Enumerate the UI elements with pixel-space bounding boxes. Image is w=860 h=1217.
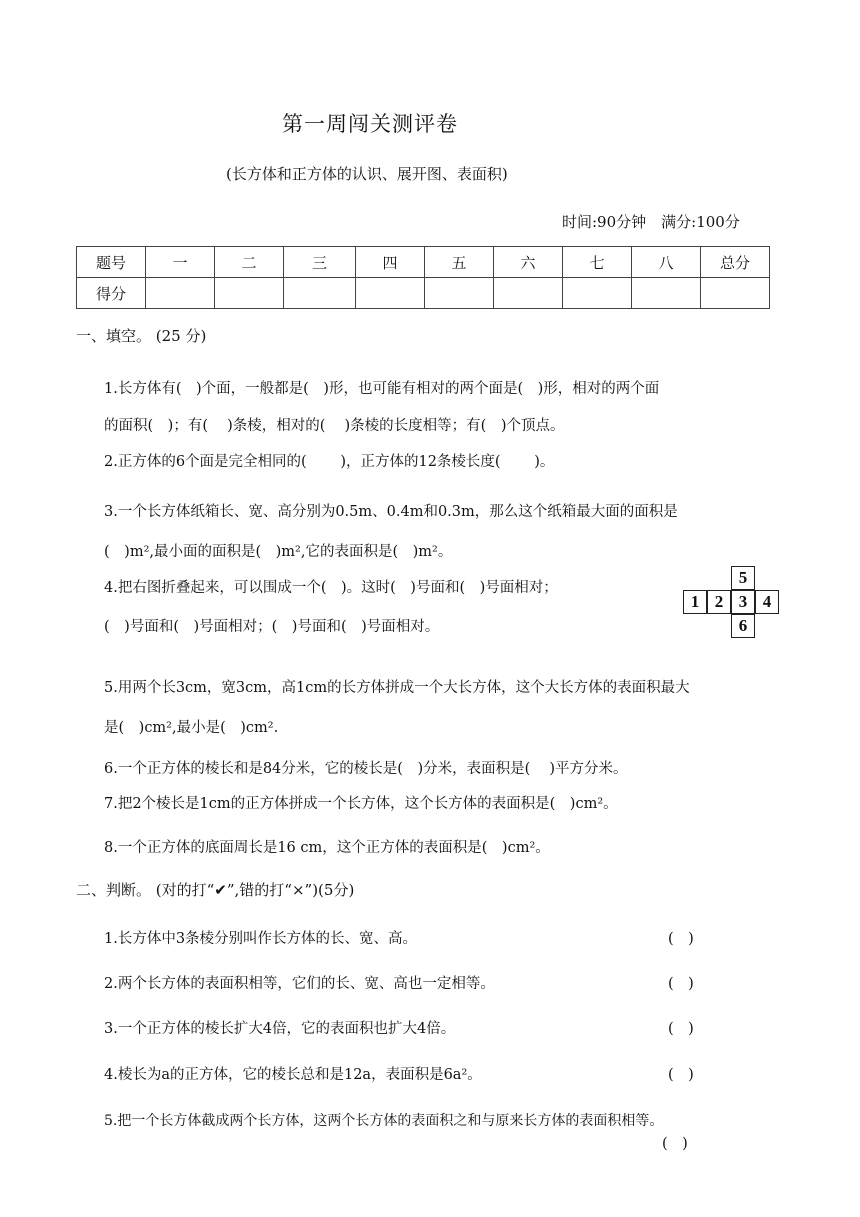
question-line: 1.长方体有( )个面，一般都是( )形，也可能有相对的两个面是( )形，相对的两个面: [104, 381, 660, 397]
question-line: 6.一个正方体的棱长和是84分米，它的棱长是( )分米，表面积是( )平方分米。: [104, 761, 628, 777]
section-heading-true-false: 二、判断。 (对的打“✔”,错的打“×”)(5分): [76, 881, 355, 899]
table-cell: 总分: [701, 247, 770, 278]
answer-blank[interactable]: ( ): [668, 1021, 694, 1037]
score-input-cell[interactable]: [146, 278, 215, 309]
score-input-cell[interactable]: [425, 278, 494, 309]
score-input-cell[interactable]: [701, 278, 770, 309]
judgement-item: 1.长方体中3条棱分别叫作长方体的长、宽、高。: [104, 931, 418, 947]
score-table: [76, 246, 770, 309]
table-cell: 七: [563, 247, 632, 278]
table-cell: 一: [146, 247, 215, 278]
table-cell: 题号: [77, 247, 146, 278]
question-line: 3.一个长方体纸箱长、宽、高分别为0.5m、0.4m和0.3m，那么这个纸箱最大面的面积是: [104, 504, 678, 520]
question-line: ( )m²,最小面的面积是( )m²,它的表面积是( )m²。: [104, 544, 453, 560]
score-table-header-row: [77, 247, 770, 278]
table-cell: 二: [215, 247, 284, 278]
judgement-item: 5.把一个长方体截成两个长方体，这两个长方体的表面积之和与原来长方体的表面积相等。: [104, 1113, 664, 1129]
score-input-cell[interactable]: [494, 278, 563, 309]
net-face-6: 6: [731, 614, 755, 638]
score-table-score-row: [77, 278, 770, 309]
answer-blank[interactable]: ( ): [668, 931, 694, 947]
table-cell: 六: [494, 247, 563, 278]
cube-net-figure: [683, 566, 781, 638]
table-cell: 三: [284, 247, 356, 278]
section-heading-fill-in: 一、填空。 (25 分): [76, 327, 207, 345]
net-face-4: 4: [755, 590, 779, 614]
answer-blank[interactable]: ( ): [662, 1136, 688, 1152]
answer-blank[interactable]: ( ): [668, 976, 694, 992]
question-line: 8.一个正方体的底面周长是16 cm，这个正方体的表面积是( )cm²。: [104, 840, 550, 856]
score-input-cell[interactable]: [284, 278, 356, 309]
net-face-3: 3: [731, 590, 755, 614]
question-line: 5.用两个长3cm，宽3cm，高1cm的长方体拼成一个大长方体，这个大长方体的表面积最大: [104, 680, 690, 696]
page-subtitle: (长方体和正方体的认识、展开图、表面积): [226, 165, 508, 183]
judgement-item: 4.棱长为a的正方体，它的棱长总和是12a，表面积是6a²。: [104, 1067, 482, 1083]
time-score-info: 时间:90分钟 满分:100分: [562, 213, 740, 231]
question-line: 4.把右图折叠起来，可以围成一个( )。这时( )号面和( )号面相对；: [104, 580, 558, 596]
judgement-item: 3.一个正方体的棱长扩大4倍，它的表面积也扩大4倍。: [104, 1021, 456, 1037]
table-cell: 得分: [77, 278, 146, 309]
judgement-item: 2.两个长方体的表面积相等，它们的长、宽、高也一定相等。: [104, 976, 495, 992]
score-input-cell[interactable]: [563, 278, 632, 309]
score-input-cell[interactable]: [215, 278, 284, 309]
table-cell: 五: [425, 247, 494, 278]
score-input-cell[interactable]: [632, 278, 701, 309]
question-line: ( )号面和( )号面相对；( )号面和( )号面相对。: [104, 619, 440, 635]
score-input-cell[interactable]: [356, 278, 425, 309]
question-line: 是( )cm²,最小是( )cm².: [104, 720, 279, 736]
net-face-1: 1: [683, 590, 707, 614]
page-title: 第一周闯关测评卷: [282, 112, 458, 136]
table-cell: 八: [632, 247, 701, 278]
table-cell: 四: [356, 247, 425, 278]
question-line: 7.把2个棱长是1cm的正方体拼成一个长方体，这个长方体的表面积是( )cm²。: [104, 796, 618, 812]
answer-blank[interactable]: ( ): [668, 1067, 694, 1083]
question-line: 的面积( )；有( )条棱，相对的( )条棱的长度相等；有( )个顶点。: [104, 418, 565, 434]
question-line: 2.正方体的6个面是完全相同的( )，正方体的12条棱长度( )。: [104, 454, 555, 470]
net-face-5: 5: [731, 566, 755, 590]
net-face-2: 2: [707, 590, 731, 614]
